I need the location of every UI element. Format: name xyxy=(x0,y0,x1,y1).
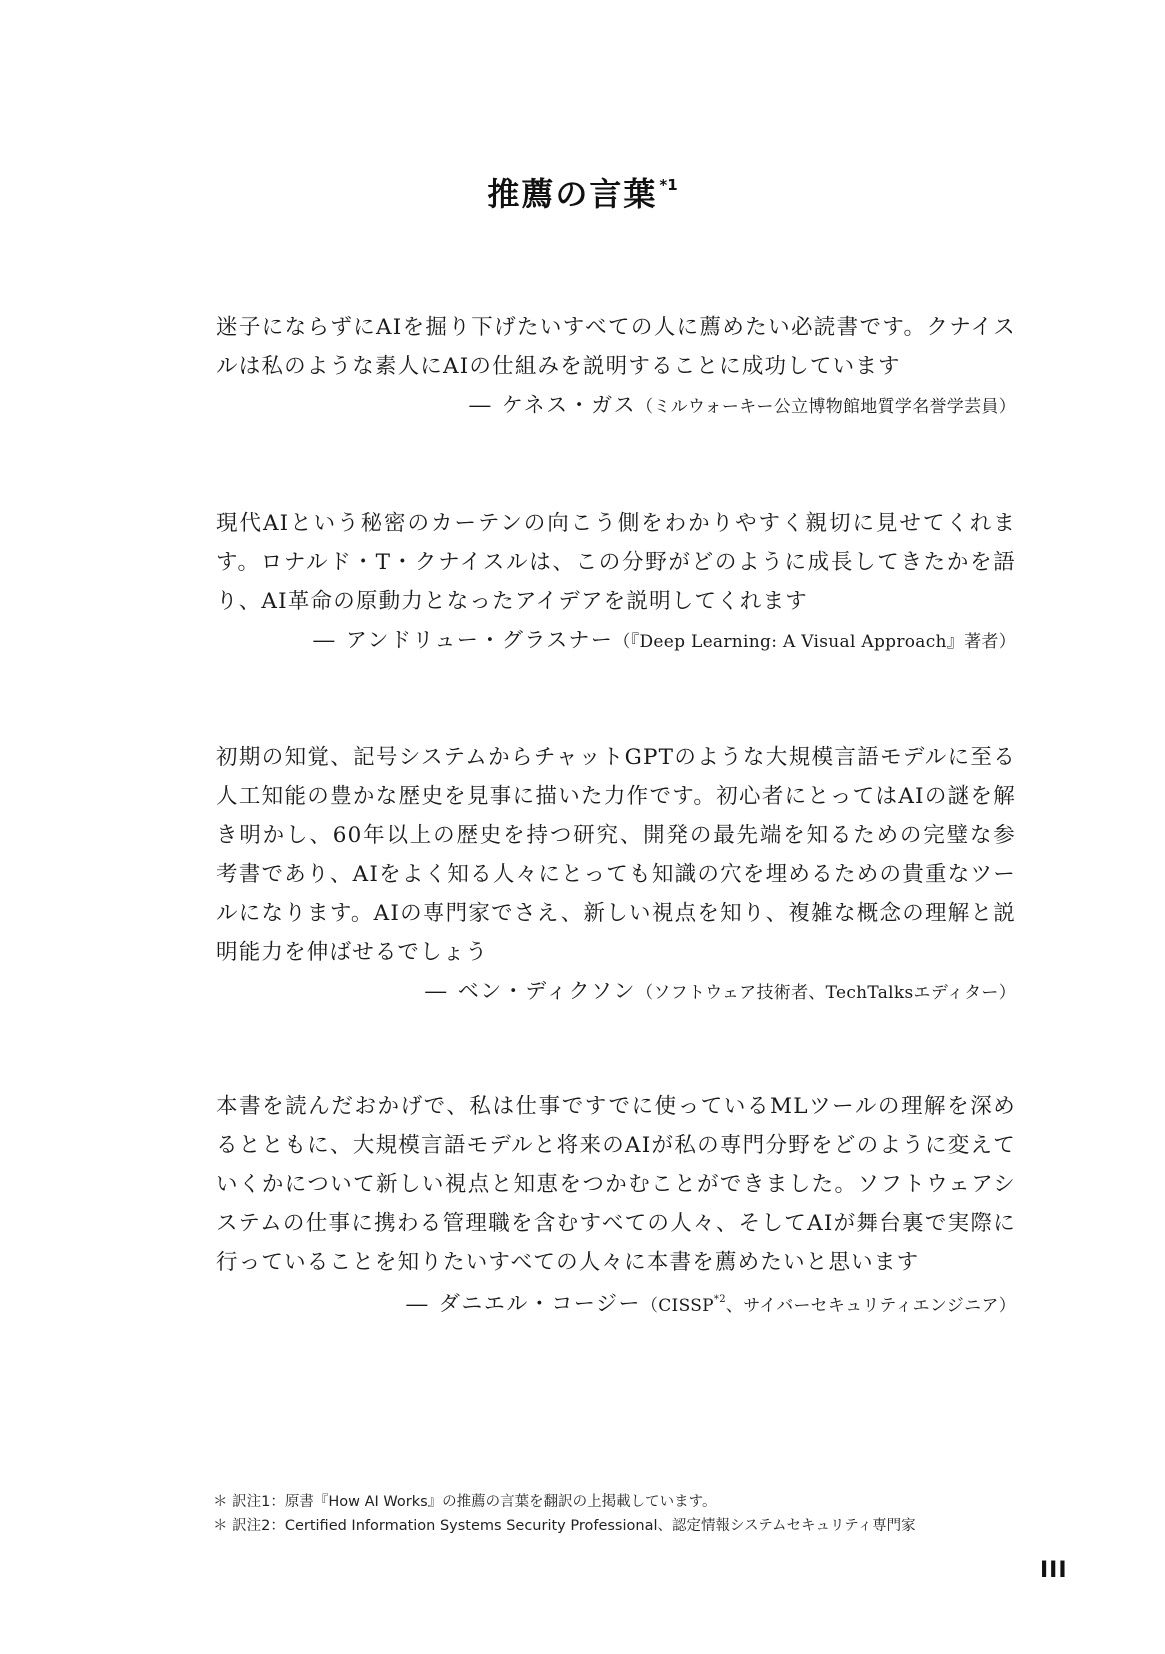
endorsement-attribution xyxy=(216,972,1016,1013)
endorser-name: アンドリュー・グラスナー xyxy=(345,628,614,652)
endorsement-quote: 本書を読んだおかげで、私は仕事ですでに使っているMLツールの理解を深めるとともに、大規模言語モデルと将来のAIが私の専門分野をどのように変えていくかについて新しい視点と知恵をつかむことができました。ソフトウェアシステムの仕事に携わる管理職を含むすべての人々、そしてAIが舞台裏で実際に行っていることを知りたいすべての人々に本書を薦めたいと思います xyxy=(216,1094,1016,1275)
endorser-role-prefix: （CISSP xyxy=(640,1295,714,1316)
attribution-dash: ― xyxy=(313,628,336,652)
endorser-role: （『Deep Learning: A Visual Approach』著者） xyxy=(613,632,1016,652)
endorser-role: （ソフトウェア技術者、TechTalksエディター） xyxy=(636,983,1016,1003)
endorser-role-suffix: 、サイバーセキュリティエンジニア） xyxy=(725,1295,1016,1316)
page-number: III xyxy=(1040,1558,1068,1583)
endorser-role xyxy=(641,1296,1016,1316)
endorsement-attribution xyxy=(216,1282,1016,1326)
endorser-name: ケネス・ガス xyxy=(501,393,637,417)
endorsement-quote: 初期の知覚、記号システムからチャットGPTのような大規模言語モデルに至る人工知能の豊かな歴史を見事に描いた力作です。初心者にとってはAIの謎を解き明かし、60年以上の歴史を持つ研究、開発の最先端を知るための完璧な参考書であり、AIをよく知る人々にとっても知識の穴を埋めるための貴重なツールになります。AIの専門家でさえ、新しい視点を知り、複雑な概念の理解と説明能力を伸ばせるでしょう xyxy=(216,745,1016,965)
endorsement-3 xyxy=(216,738,1016,1013)
attribution-dash: ― xyxy=(425,979,448,1003)
endorsement-attribution xyxy=(216,621,1016,662)
endorser-name: ベン・ディクソン xyxy=(457,979,637,1003)
page-title-text: 推薦の言葉 xyxy=(487,175,658,214)
page-title xyxy=(0,169,1165,215)
title-footnote-mark: *1 xyxy=(659,175,678,194)
footnote-2: ＊ 訳注2：Certified Information Systems Security Professional、認定情報システムセキュリティ専門家 xyxy=(213,1518,916,1534)
endorsement-2 xyxy=(216,504,1016,662)
endorsement-attribution xyxy=(216,386,1016,427)
endorsement-quote: 現代AIという秘密のカーテンの向こう側をわかりやすく親切に見せてくれます。ロナルド・T・クナイスルは、この分野がどのように成長してきたかを語り、AI革命の原動力となったアイデアを説明してくれます xyxy=(216,511,1016,614)
endorsement-quote: 迷子にならずにAIを掘り下げたいすべての人に薦めたい必読書です。クナイスルは私のような素人にAIの仕組みを説明することに成功しています xyxy=(216,315,1016,379)
attribution-dash: ― xyxy=(406,1291,429,1316)
role-footnote-mark: *2 xyxy=(713,1294,726,1305)
endorser-role: （ミルウォーキー公立博物館地質学名誉学芸員） xyxy=(636,397,1016,417)
attribution-dash: ― xyxy=(469,393,492,417)
footnote-1: ＊ 訳注1：原書『How AI Works』の推薦の言葉を翻訳の上掲載しています。 xyxy=(213,1494,717,1510)
endorser-name: ダニエル・コージー xyxy=(438,1291,641,1316)
footnotes xyxy=(213,1490,1053,1538)
endorsement-4 xyxy=(216,1087,1016,1326)
endorsement-1 xyxy=(216,308,1016,427)
